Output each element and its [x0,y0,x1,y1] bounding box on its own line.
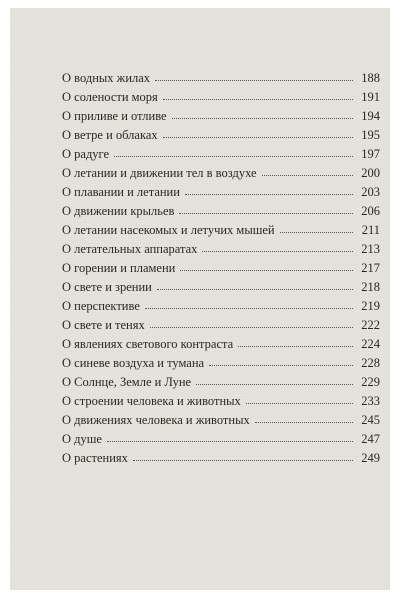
toc-entry [62,449,380,468]
toc-entry [62,335,380,354]
dot-leader [107,440,353,442]
toc-entry-title: О водных жилах [62,71,151,85]
toc-entry-title: О летании и движении тел в воздухе [62,166,257,180]
toc-entry-page: 213 [361,242,380,256]
toc-entry-title: О приливе и отливе [62,109,167,123]
dot-leader [172,117,353,119]
toc-entry-title: О свете и зрении [62,280,152,294]
toc-entry [62,278,380,297]
toc-entry-title: О летании насекомых и летучих мышей [62,223,275,237]
dot-leader [114,155,353,157]
toc-entry-title: О перспективе [62,299,140,313]
dot-leader [238,345,353,347]
toc-entry-title: О синеве воздуха и тумана [62,356,205,370]
dot-leader [163,98,353,100]
toc-entry-page: 211 [361,223,380,237]
toc-entry [62,392,380,411]
toc-entry [62,354,380,373]
dot-leader [179,212,353,214]
toc-entry-page: 200 [361,166,380,180]
toc-entry-title: О строении человека и животных [62,394,241,408]
toc-entry [62,145,380,164]
toc-entry-page: 188 [361,71,380,85]
toc-entry-page: 191 [361,90,380,104]
toc-entry-title: О явлениях светового контраста [62,337,234,351]
toc-entry [62,107,380,126]
dot-leader [262,174,353,176]
toc-entry-page: 194 [361,109,380,123]
toc-entry-title: О солености моря [62,90,158,104]
toc-entry-page: 203 [361,185,380,199]
dot-leader [196,383,353,385]
toc-entry [62,164,380,183]
toc-entry [62,221,380,240]
dot-leader [163,136,353,138]
toc-entry-page: 245 [361,413,380,427]
dot-leader [280,231,353,233]
dot-leader [145,307,353,309]
dot-leader [155,79,353,81]
toc-entry-page: 249 [361,451,380,465]
dot-leader [255,421,353,423]
toc-entry [62,126,380,145]
toc-entry-title: О летательных аппаратах [62,242,198,256]
table-of-contents [62,69,380,468]
toc-entry [62,240,380,259]
toc-entry-title: О свете и тенях [62,318,145,332]
toc-entry-title: О движениях человека и животных [62,413,250,427]
toc-entry-title: О Солнце, Земле и Луне [62,375,192,389]
toc-entry [62,430,380,449]
dot-leader [133,459,353,461]
dot-leader [202,250,353,252]
book-page [10,8,390,590]
toc-entry-page: 233 [361,394,380,408]
dot-leader [150,326,353,328]
toc-entry-title: О душе [62,432,102,446]
toc-entry [62,69,380,88]
toc-entry-page: 197 [361,147,380,161]
toc-entry-title: О плавании и летании [62,185,180,199]
dot-leader [185,193,353,195]
toc-entry-page: 195 [361,128,380,142]
toc-entry [62,297,380,316]
toc-entry-title: О радуге [62,147,110,161]
dot-leader [180,269,353,271]
toc-entry [62,259,380,278]
toc-entry-page: 219 [361,299,380,313]
toc-entry-title: О растениях [62,451,128,465]
toc-entry [62,373,380,392]
toc-entry-title: О движении крыльев [62,204,175,218]
toc-entry-page: 222 [361,318,380,332]
toc-entry [62,88,380,107]
toc-entry-page: 217 [361,261,380,275]
toc-entry [62,411,380,430]
toc-entry-title: О горении и пламени [62,261,176,275]
toc-entry-page: 218 [361,280,380,294]
toc-entry-page: 206 [361,204,380,218]
dot-leader [157,288,353,290]
toc-entry-page: 228 [361,356,380,370]
toc-entry [62,316,380,335]
toc-entry-page: 229 [361,375,380,389]
toc-entry [62,183,380,202]
toc-entry [62,202,380,221]
dot-leader [246,402,353,404]
toc-entry-title: О ветре и облаках [62,128,158,142]
toc-entry-page: 224 [361,337,380,351]
toc-entry-page: 247 [361,432,380,446]
dot-leader [209,364,353,366]
